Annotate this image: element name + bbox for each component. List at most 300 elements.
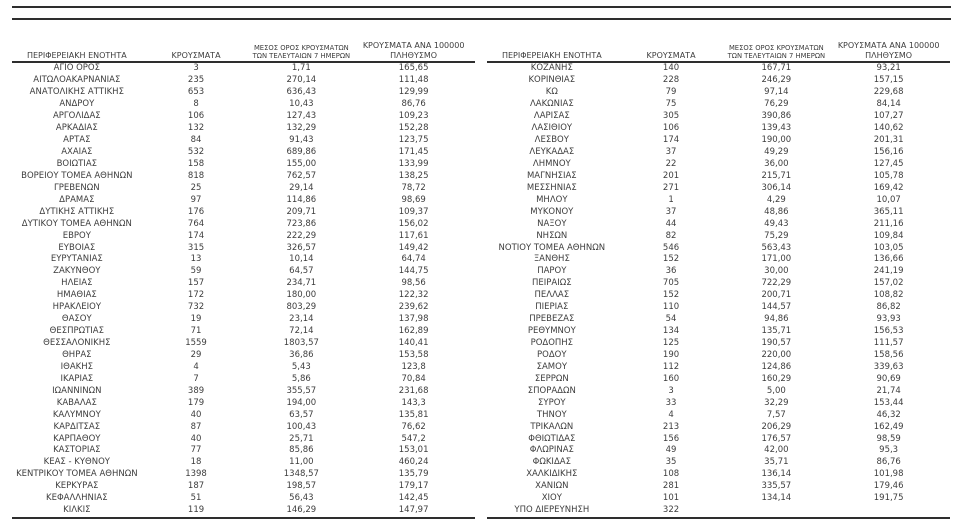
table-row: [12, 433, 475, 445]
region-name: ΚΑΛΥΜΝΟΥ: [52, 409, 101, 420]
table-row: [487, 218, 950, 230]
region-name: ΕΥΡΥΤΑΝΙΑΣ: [50, 254, 103, 265]
per100k-value: 122,32: [398, 290, 429, 301]
per100k-value: 142,45: [398, 493, 429, 504]
per100k-value: 339,63: [873, 361, 904, 372]
column-header-per100k: [827, 41, 950, 60]
cases-value: 40: [190, 433, 202, 444]
table-row: [487, 206, 950, 218]
per100k-value: 137,98: [398, 314, 429, 325]
per100k-value: 460,24: [398, 457, 429, 468]
table-row: [487, 373, 950, 385]
avg7-value: 5,00: [766, 385, 786, 396]
avg7-value: 91,43: [289, 135, 314, 146]
cases-value: 818: [187, 170, 205, 181]
cases-value: 106: [187, 111, 205, 122]
region-name: ΠΕΙΡΑΙΩΣ: [532, 278, 572, 289]
column-header-region: ΠΕΡΙΦΕΡΕΙΑΚΗ ΕΝΟΤΗΤΑ: [26, 51, 127, 60]
per100k-value: 86,82: [876, 302, 901, 313]
cases-value: 4: [668, 409, 674, 420]
region-name: ΤΡΙΚΑΛΩΝ: [530, 421, 574, 432]
per100k-value: 108,82: [873, 290, 904, 301]
table-row: [12, 230, 475, 242]
table-header: [12, 38, 475, 63]
table-row: [487, 493, 950, 505]
avg7-value: 76,29: [764, 99, 789, 110]
table-row: [487, 278, 950, 290]
avg7-value: 762,57: [286, 170, 317, 181]
avg7-value: 1348,57: [283, 469, 319, 480]
avg7-value: 85,86: [289, 445, 314, 456]
table-row: [12, 111, 475, 123]
per100k-value: 136,66: [873, 254, 904, 265]
avg7-value: 390,86: [761, 111, 792, 122]
region-name: ΧΑΛΚΙΔΙΚΗΣ: [526, 469, 578, 480]
table-row: [487, 159, 950, 171]
cases-value: 172: [187, 290, 205, 301]
cases-value: 160: [662, 373, 680, 384]
table-row: [487, 170, 950, 182]
per100k-value: 162,49: [873, 421, 904, 432]
cases-value: 51: [190, 493, 202, 504]
avg7-value: 5,43: [291, 361, 311, 372]
cases-value: 764: [187, 218, 205, 229]
region-name: ΦΘΙΩΤΙΔΑΣ: [528, 433, 576, 444]
cases-value: 732: [187, 302, 205, 313]
avg7-value: 222,29: [286, 230, 317, 241]
cases-value: 305: [662, 111, 680, 122]
cases-value: 7: [193, 373, 199, 384]
cases-value: 37: [665, 147, 677, 158]
table-row: [487, 505, 950, 517]
region-name: ΚΑΣΤΟΡΙΑΣ: [53, 445, 101, 456]
per100k-value: 103,05: [873, 242, 904, 253]
region-name: ΙΘΑΚΗΣ: [60, 361, 93, 372]
avg7-value: 136,14: [761, 469, 792, 480]
table-row: [12, 361, 475, 373]
avg7-value: 25,71: [289, 433, 314, 444]
per100k-value: 241,19: [873, 266, 904, 277]
avg7-value: 63,57: [289, 409, 314, 420]
per100k-value: 152,28: [398, 123, 429, 134]
avg7-value: 198,57: [286, 481, 317, 492]
per100k-value: 156,02: [398, 218, 429, 229]
region-name: ΗΛΕΙΑΣ: [61, 278, 93, 289]
region-name: ΑΡΓΟΛΙΔΑΣ: [52, 111, 101, 122]
table-row: [12, 469, 475, 481]
table-row: [12, 385, 475, 397]
region-name: ΗΡΑΚΛΕΙΟΥ: [52, 302, 102, 313]
avg7-value: 32,29: [764, 397, 789, 408]
region-name: ΘΑΣΟΥ: [61, 314, 92, 325]
column-header-per100k-line1: ΚΡΟΥΣΜΑΤΑ ΑΝΑ 100000: [837, 41, 940, 50]
region-name: ΠΙΕΡΙΑΣ: [535, 302, 569, 313]
table-row: [487, 457, 950, 469]
cases-value: 228: [662, 75, 680, 86]
column-header-region: ΠΕΡΙΦΕΡΕΙΑΚΗ ΕΝΟΤΗΤΑ: [501, 51, 602, 60]
avg7-value: 35,71: [764, 457, 789, 468]
column-header-per100k: [352, 41, 475, 60]
region-name: ΑΝΑΤΟΛΙΚΗΣ ΑΤΤΙΚΗΣ: [29, 87, 124, 98]
cases-value: 532: [187, 147, 205, 158]
per100k-value: 153,58: [398, 349, 429, 360]
table-row: [12, 123, 475, 135]
region-name: ΝΟΤΙΟΥ ΤΟΜΕΑ ΑΘΗΝΩΝ: [498, 242, 606, 253]
region-name: ΧΙΟΥ: [541, 493, 562, 504]
avg7-value: 97,14: [764, 87, 789, 98]
region-name: ΒΟΙΩΤΙΑΣ: [56, 158, 98, 169]
region-name: ΤΗΝΟΥ: [536, 409, 567, 420]
per100k-value: 135,81: [398, 409, 429, 420]
per100k-value: 239,62: [398, 302, 429, 313]
region-name: ΛΕΥΚΑΔΑΣ: [529, 147, 575, 158]
per100k-value: 149,42: [398, 242, 429, 253]
region-name: ΡΟΔΟΥ: [537, 349, 567, 360]
avg7-value: 723,86: [286, 218, 317, 229]
cases-value: 201: [662, 170, 680, 181]
table-row: [12, 99, 475, 111]
cases-value: 35: [665, 457, 677, 468]
avg7-value: 803,29: [286, 302, 317, 313]
table-row: [487, 75, 950, 87]
avg7-value: 206,29: [761, 421, 792, 432]
per100k-value: 10,07: [876, 194, 901, 205]
table-row: [12, 493, 475, 505]
region-name: ΘΗΡΑΣ: [62, 349, 92, 360]
column-header-avg7: [725, 44, 827, 60]
avg7-value: 563,43: [761, 242, 792, 253]
per100k-value: 76,62: [401, 421, 426, 432]
table-body: [487, 63, 950, 519]
region-name: ΑΡΚΑΔΙΑΣ: [55, 123, 98, 134]
region-name: ΠΡΕΒΕΖΑΣ: [529, 314, 575, 325]
region-name: ΛΑΡΙΣΑΣ: [533, 111, 570, 122]
per100k-value: 147,97: [398, 505, 429, 516]
table-row: [487, 314, 950, 326]
cases-value: 119: [187, 505, 205, 516]
table-row: [487, 326, 950, 338]
cases-value: 101: [662, 493, 680, 504]
table-row: [487, 230, 950, 242]
region-name: ΚΑΒΑΛΑΣ: [56, 397, 97, 408]
per100k-value: 107,27: [873, 111, 904, 122]
per100k-value: 140,62: [873, 123, 904, 134]
cases-value: 152: [662, 254, 680, 265]
top-divider-line-2: [12, 18, 951, 20]
table-row: [487, 194, 950, 206]
avg7-value: 11,00: [289, 457, 314, 468]
region-name: ΡΕΘΥΜΝΟΥ: [527, 326, 576, 337]
top-divider-line-1: [12, 6, 951, 8]
table-header: [487, 38, 950, 63]
table-row: [12, 350, 475, 362]
table-row: [12, 63, 475, 75]
table-row: [487, 481, 950, 493]
cases-value: 281: [662, 481, 680, 492]
per100k-value: 46,32: [876, 409, 901, 420]
per100k-value: 156,53: [873, 326, 904, 337]
region-name: ΚΕΦΑΛΛΗΝΙΑΣ: [46, 493, 108, 504]
avg7-value: 176,57: [761, 433, 792, 444]
cases-value: 389: [187, 385, 205, 396]
avg7-value: 146,29: [286, 505, 317, 516]
cases-value: 1: [668, 194, 674, 205]
table-row: [487, 445, 950, 457]
table-row: [12, 159, 475, 171]
avg7-value: 100,43: [286, 421, 317, 432]
table-row: [487, 409, 950, 421]
region-name: ΣΑΜΟΥ: [536, 361, 568, 372]
table-row: [487, 385, 950, 397]
region-name: ΣΠΟΡΑΔΩΝ: [527, 385, 576, 396]
cases-value: 112: [662, 361, 680, 372]
cases-value: 140: [662, 63, 680, 74]
per100k-value: 109,23: [398, 111, 429, 122]
cases-value: 322: [662, 505, 680, 516]
avg7-value: 127,43: [286, 111, 317, 122]
region-name: ΚΙΛΚΙΣ: [63, 505, 91, 516]
region-name: ΜΑΓΝΗΣΙΑΣ: [526, 170, 577, 181]
per100k-value: 90,69: [876, 373, 901, 384]
cases-value: 22: [665, 158, 677, 169]
avg7-value: 190,57: [761, 338, 792, 349]
region-name: ΚΟΖΑΝΗΣ: [530, 63, 573, 74]
per100k-value: 123,8: [401, 361, 426, 372]
region-name: ΣΕΡΡΩΝ: [534, 373, 569, 384]
region-name: ΜΕΣΣΗΝΙΑΣ: [526, 182, 577, 193]
table-row: [12, 135, 475, 147]
table-row: [12, 421, 475, 433]
avg7-value: 335,57: [761, 481, 792, 492]
table-row: [487, 350, 950, 362]
avg7-value: 167,71: [761, 63, 792, 74]
cases-value: 315: [187, 242, 205, 253]
avg7-value: 139,43: [761, 123, 792, 134]
region-name: ΑΓΙΟ ΟΡΟΣ: [53, 63, 100, 74]
table-row: [487, 254, 950, 266]
avg7-value: 180,00: [286, 290, 317, 301]
per100k-value: 169,42: [873, 182, 904, 193]
per100k-value: 140,41: [398, 338, 429, 349]
column-header-cases: ΚΡΟΥΣΜΑΤΑ: [646, 51, 696, 60]
avg7-value: 722,29: [761, 278, 792, 289]
region-name: ΔΥΤΙΚΗΣ ΑΤΤΙΚΗΣ: [39, 206, 115, 217]
cases-value: 37: [665, 206, 677, 217]
table-row: [12, 278, 475, 290]
per100k-value: 165,65: [398, 63, 429, 74]
avg7-value: 64,57: [289, 266, 314, 277]
avg7-value: 636,43: [286, 87, 317, 98]
cases-value: 235: [187, 75, 205, 86]
per100k-value: 191,75: [873, 493, 904, 504]
per100k-value: 156,16: [873, 147, 904, 158]
table-row: [12, 445, 475, 457]
avg7-value: 10,43: [289, 99, 314, 110]
per100k-value: 144,75: [398, 266, 429, 277]
table-row: [487, 242, 950, 254]
per100k-value: 111,48: [398, 75, 429, 86]
region-name: ΙΩΑΝΝΙΝΩΝ: [52, 385, 102, 396]
table-row: [487, 290, 950, 302]
avg7-value: 246,29: [761, 75, 792, 86]
avg7-value: 5,86: [291, 373, 311, 384]
region-name: ΑΧΑΪΑΣ: [61, 147, 93, 158]
table-row: [12, 266, 475, 278]
per100k-value: 64,74: [401, 254, 426, 265]
per100k-value: 162,89: [398, 326, 429, 337]
region-name: ΔΡΑΜΑΣ: [59, 194, 95, 205]
table-row: [487, 266, 950, 278]
per100k-value: 78,72: [401, 182, 426, 193]
region-name: ΧΑΝΙΩΝ: [535, 481, 569, 492]
column-header-cases: ΚΡΟΥΣΜΑΤΑ: [171, 51, 221, 60]
per100k-value: 109,37: [398, 206, 429, 217]
per100k-value: 138,25: [398, 170, 429, 181]
column-header-avg7: [250, 44, 352, 60]
cases-value: 110: [662, 302, 680, 313]
table-row: [12, 302, 475, 314]
region-name: ΞΑΝΘΗΣ: [533, 254, 570, 265]
avg7-value: 124,86: [761, 361, 792, 372]
cases-value: 36: [665, 266, 677, 277]
cases-value: 134: [662, 326, 680, 337]
region-name: ΦΛΩΡΙΝΑΣ: [529, 445, 574, 456]
avg7-value: 7,57: [766, 409, 786, 420]
avg7-value: 10,14: [289, 254, 314, 265]
table-row: [12, 409, 475, 421]
avg7-value: 114,86: [286, 194, 317, 205]
column-header-per100k-line1: ΚΡΟΥΣΜΑΤΑ ΑΝΑ 100000: [362, 41, 465, 50]
per100k-value: 127,45: [873, 158, 904, 169]
avg7-value: 4,29: [766, 194, 786, 205]
cases-value: 106: [662, 123, 680, 134]
per100k-value: 95,3: [879, 445, 899, 456]
table-row: [12, 182, 475, 194]
table-row: [487, 421, 950, 433]
avg7-value: 209,71: [286, 206, 317, 217]
avg7-value: 306,14: [761, 182, 792, 193]
cases-value: 3: [668, 385, 674, 396]
per100k-value: 111,57: [873, 338, 904, 349]
table-row: [12, 397, 475, 409]
region-name: ΙΚΑΡΙΑΣ: [60, 373, 94, 384]
table-row: [487, 182, 950, 194]
table-row: [12, 505, 475, 517]
region-name: ΑΡΤΑΣ: [63, 135, 91, 146]
per100k-value: 231,68: [398, 385, 429, 396]
avg7-value: 326,57: [286, 242, 317, 253]
table-row: [12, 326, 475, 338]
table-row: [487, 338, 950, 350]
region-name: ΒΟΡΕΙΟΥ ΤΟΜΕΑ ΑΘΗΝΩΝ: [21, 170, 133, 181]
avg7-value: 1803,57: [283, 338, 319, 349]
table-row: [12, 87, 475, 99]
region-name: ΑΝΔΡΟΥ: [59, 99, 95, 110]
region-name: ΦΩΚΙΔΑΣ: [532, 457, 571, 468]
avg7-value: 36,86: [289, 349, 314, 360]
cases-value: 75: [665, 99, 677, 110]
avg7-value: 42,00: [764, 445, 789, 456]
regional-table-right: [487, 38, 950, 519]
region-name: ΛΕΣΒΟΥ: [534, 135, 569, 146]
avg7-value: 134,14: [761, 493, 792, 504]
avg7-value: 194,00: [286, 397, 317, 408]
cases-value: 87: [190, 421, 202, 432]
per100k-value: 86,76: [401, 99, 426, 110]
avg7-value: 234,71: [286, 278, 317, 289]
column-header-avg7-line1: ΜΕΣΟΣ ΟΡΟΣ ΚΡΟΥΣΜΑΤΩΝ: [253, 44, 349, 52]
region-name: ΠΑΡΟΥ: [537, 266, 567, 277]
region-name: ΣΥΡΟΥ: [538, 397, 566, 408]
region-name: ΕΒΡΟΥ: [62, 230, 91, 241]
avg7-value: 23,14: [289, 314, 314, 325]
table-row: [12, 338, 475, 350]
cases-value: 19: [190, 314, 202, 325]
cases-value: 1398: [185, 469, 207, 480]
region-name: ΘΕΣΣΑΛΟΝΙΚΗΣ: [43, 338, 111, 349]
table-row: [487, 302, 950, 314]
avg7-value: 30,00: [764, 266, 789, 277]
per100k-value: 84,14: [876, 99, 901, 110]
table-row: [487, 111, 950, 123]
region-name: ΚΕΑΣ - ΚΥΘΝΟΥ: [43, 457, 110, 468]
table-row: [12, 254, 475, 266]
avg7-value: 135,71: [761, 326, 792, 337]
region-name: ΚΟΡΙΝΘΙΑΣ: [528, 75, 576, 86]
per100k-value: 547,2: [401, 433, 426, 444]
table-row: [12, 75, 475, 87]
avg7-value: 132,29: [286, 123, 317, 134]
cases-value: 33: [665, 397, 677, 408]
table-row: [487, 123, 950, 135]
per100k-value: 157,15: [873, 75, 904, 86]
cases-value: 174: [662, 135, 680, 146]
cases-value: 271: [662, 182, 680, 193]
per100k-value: 143,3: [401, 397, 426, 408]
per100k-value: 158,56: [873, 349, 904, 360]
cases-value: 546: [662, 242, 680, 253]
per100k-value: 211,16: [873, 218, 904, 229]
cases-value: 77: [190, 445, 202, 456]
cases-value: 84: [190, 135, 202, 146]
per100k-value: 93,93: [876, 314, 901, 325]
per100k-value: 93,21: [876, 63, 901, 74]
avg7-value: 155,00: [286, 158, 317, 169]
regional-tables: [12, 38, 951, 519]
cases-value: 176: [187, 206, 205, 217]
region-name: ΚΑΡΠΑΘΟΥ: [53, 433, 101, 444]
region-name: ΝΗΣΩΝ: [536, 230, 568, 241]
table-row: [487, 147, 950, 159]
region-name: ΛΗΜΝΟΥ: [532, 158, 571, 169]
cases-value: 59: [190, 266, 202, 277]
region-name: ΜΗΛΟΥ: [536, 194, 568, 205]
regional-table-left: [12, 38, 475, 519]
cases-value: 132: [187, 123, 205, 134]
region-name: ΚΕΡΚΥΡΑΣ: [55, 481, 99, 492]
per100k-value: 105,78: [873, 170, 904, 181]
cases-value: 653: [187, 87, 205, 98]
region-name: ΗΜΑΘΙΑΣ: [56, 290, 97, 301]
per100k-value: 179,17: [398, 481, 429, 492]
cases-value: 71: [190, 326, 202, 337]
per100k-value: 117,61: [398, 230, 429, 241]
region-name: ΖΑΚΥΝΘΟΥ: [53, 266, 101, 277]
table-row: [12, 481, 475, 493]
avg7-value: 72,14: [289, 326, 314, 337]
region-name: ΠΕΛΛΑΣ: [534, 290, 570, 301]
column-header-per100k-line2: ΠΛΗΘΥΣΜΟ: [390, 50, 438, 60]
